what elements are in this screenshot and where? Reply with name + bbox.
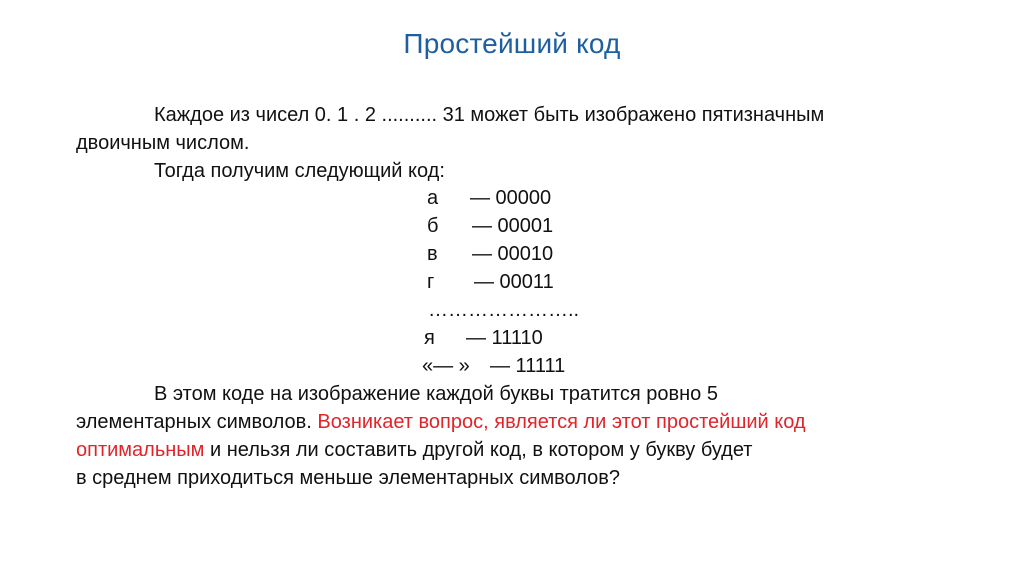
- code-row: [0, 212, 1024, 240]
- conclusion-line-2: [76, 408, 944, 436]
- intro-paragraph: [76, 101, 944, 185]
- code-letter: а: [427, 187, 439, 209]
- code-row: [0, 268, 1024, 296]
- code-row: [0, 352, 1024, 380]
- code-value: — 11110: [466, 327, 543, 349]
- code-row: [0, 240, 1024, 268]
- code-ellipsis: …………………..: [428, 299, 580, 321]
- conclusion-line-3: [76, 436, 944, 464]
- code-letter: б: [427, 215, 439, 237]
- code-letter: я: [424, 327, 435, 349]
- question-highlight: Возникает вопрос, является ли этот простейший код: [317, 411, 806, 433]
- code-value: — 11111: [490, 355, 566, 377]
- intro-line-3-text: Тогда получим следующий код:: [154, 160, 445, 182]
- code-row: [0, 324, 1024, 352]
- code-letter: г: [427, 271, 435, 293]
- code-letter: «— »: [422, 355, 470, 377]
- code-value: — 00010: [472, 243, 554, 265]
- intro-line-1: [76, 101, 944, 129]
- slide-title: Простейший код: [403, 28, 621, 59]
- conclusion-line-1-text: В этом коде на изображение каждой буквы тратится ровно 5: [154, 383, 718, 405]
- code-letter: в: [427, 243, 438, 265]
- code-ellipsis-row: [0, 296, 1024, 324]
- conclusion-paragraph: [76, 380, 944, 492]
- conclusion-line-1: [76, 380, 944, 408]
- conclusion-line-4: в среднем приходиться меньше элементарных символов?: [76, 467, 620, 489]
- code-value: — 00001: [472, 215, 554, 237]
- code-value: — 00000: [470, 187, 552, 209]
- intro-line-1-text: Каждое из чисел 0. 1 . 2 .......... 31 может быть изображено пятизначным: [154, 104, 825, 126]
- code-value: — 00011: [474, 271, 554, 293]
- conclusion-line-3-text: и нельзя ли составить другой код, в котором у букву будет: [204, 439, 753, 461]
- code-table: [0, 184, 1024, 380]
- intro-line-3: [76, 157, 944, 185]
- optimal-highlight: оптимальным: [76, 439, 205, 461]
- intro-line-2: двоичным числом.: [76, 132, 250, 154]
- code-row: [0, 184, 1024, 212]
- conclusion-line-2-text: элементарных символов.: [76, 411, 312, 433]
